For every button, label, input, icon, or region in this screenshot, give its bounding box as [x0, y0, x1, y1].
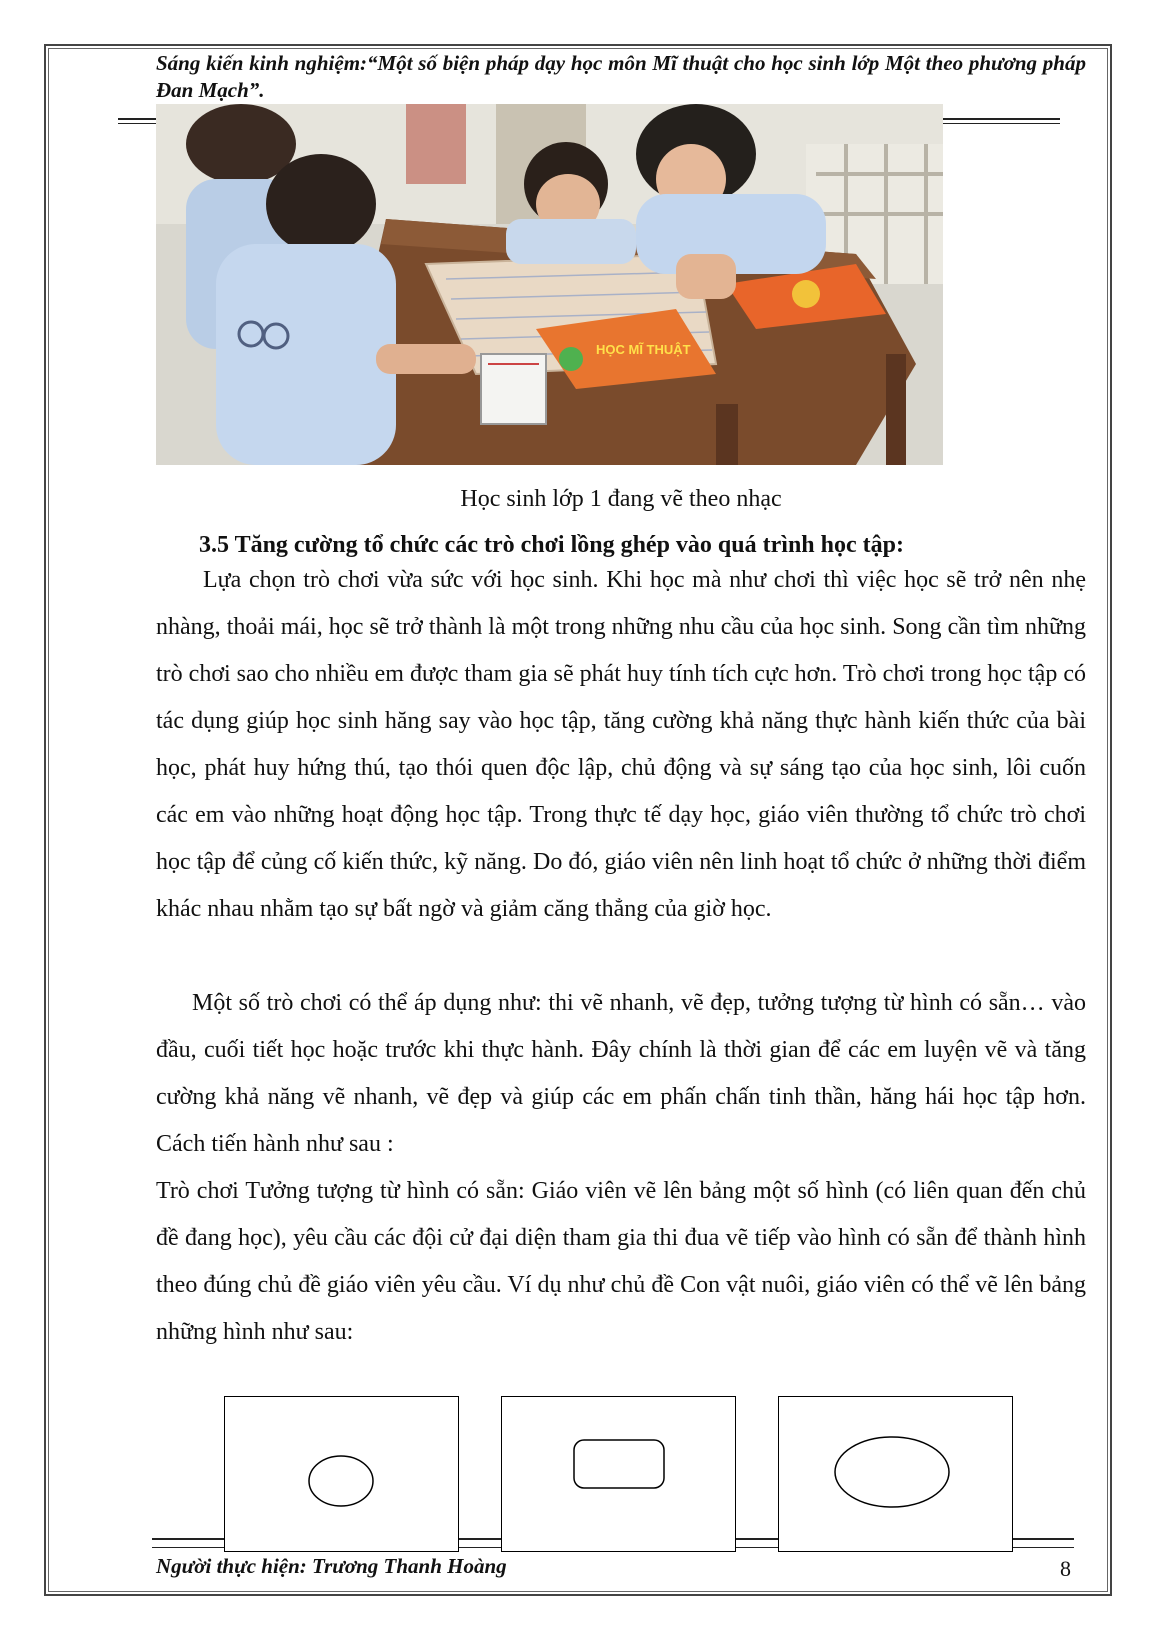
paragraph-3: Trò chơi Tưởng tượng từ hình có sẵn: Giáo viên vẽ lên bảng một số hình (có liên quan đến chủ đề đang học), yêu cầu các đội cử đại diện tham gia thi đua vẽ tiếp vào hình có sẵn để thành hình theo đúng chủ đề giáo viên yêu cầu. Ví dụ như chủ đề Con vật nuôi, giáo viên có thể vẽ lên bảng những hình như sau: — [156, 1178, 1086, 1345]
classroom-photo — [156, 104, 943, 465]
classroom-photo-illustration — [156, 104, 943, 465]
figure-box-rounded-rectangle — [501, 1396, 736, 1552]
header-rule-left-thin — [118, 123, 156, 124]
book-cover-title: HỌC MĨ THUẬT — [596, 342, 691, 357]
rounded-rectangle-shape — [502, 1397, 734, 1550]
page-header: Sáng kiến kinh nghiệm:“Một số biện pháp dạy học môn Mĩ thuật cho học sinh lớp Một theo phương pháp Đan Mạch”. — [156, 51, 1086, 102]
figure-box-circle — [224, 1396, 459, 1552]
small-circle-shape — [225, 1397, 457, 1550]
paragraph-1: Lựa chọn trò chơi vừa sức với học sinh. Khi học mà như chơi thì việc học sẽ trở nên nhẹ nhàng, thoải mái, học sẽ trở thành là một trong những nhu cầu của học sinh. Song cần tìm những trò chơi sao cho nhiều em được tham gia sẽ phát huy tính tích cực hơn. Trò chơi trong học tập có tác dụng giúp học sinh hăng say vào học tập, tăng cường khả năng thực hành kiến thức của bài học, phát huy hứng thú, tạo thói quen độc lập, chủ động và sự sáng tạo của học sinh, lôi cuốn các em vào những hoạt động học tập. Trong thực tế dạy học, giáo viên thường tổ chức trò chơi học tập để củng cố kiến thức, kỹ năng. Do đó, giáo viên nên linh hoạt tổ chức ở những thời điểm khác nhau nhằm tạo sự bất ngờ và giảm căng thẳng của giờ học. — [156, 567, 1086, 922]
large-ellipse-shape — [779, 1397, 1011, 1550]
header-rule-left — [118, 118, 156, 120]
paragraph-2: Một số trò chơi có thể áp dụng như: thi vẽ nhanh, vẽ đẹp, tưởng tượng từ hình có sẵn… vào đầu, cuối tiết học hoặc trước khi thực hành. Đây chính là thời gian để các em luyện vẽ và tăng cường khả năng vẽ nhanh, vẽ đẹp và giúp các em phấn chấn tinh thần, hăng hái học tập hơn. Cách tiến hành như sau : — [156, 990, 1086, 1157]
photo-caption: Học sinh lớp 1 đang vẽ theo nhạc — [460, 486, 782, 512]
footer-author: Người thực hiện: Trương Thanh Hoàng — [156, 1554, 507, 1578]
figure-box-ellipse — [778, 1396, 1013, 1552]
section-heading: 3.5 Tăng cường tổ chức các trò chơi lồng ghép vào quá trình học tập: — [199, 532, 904, 558]
page-number: 8 — [1060, 1556, 1071, 1581]
